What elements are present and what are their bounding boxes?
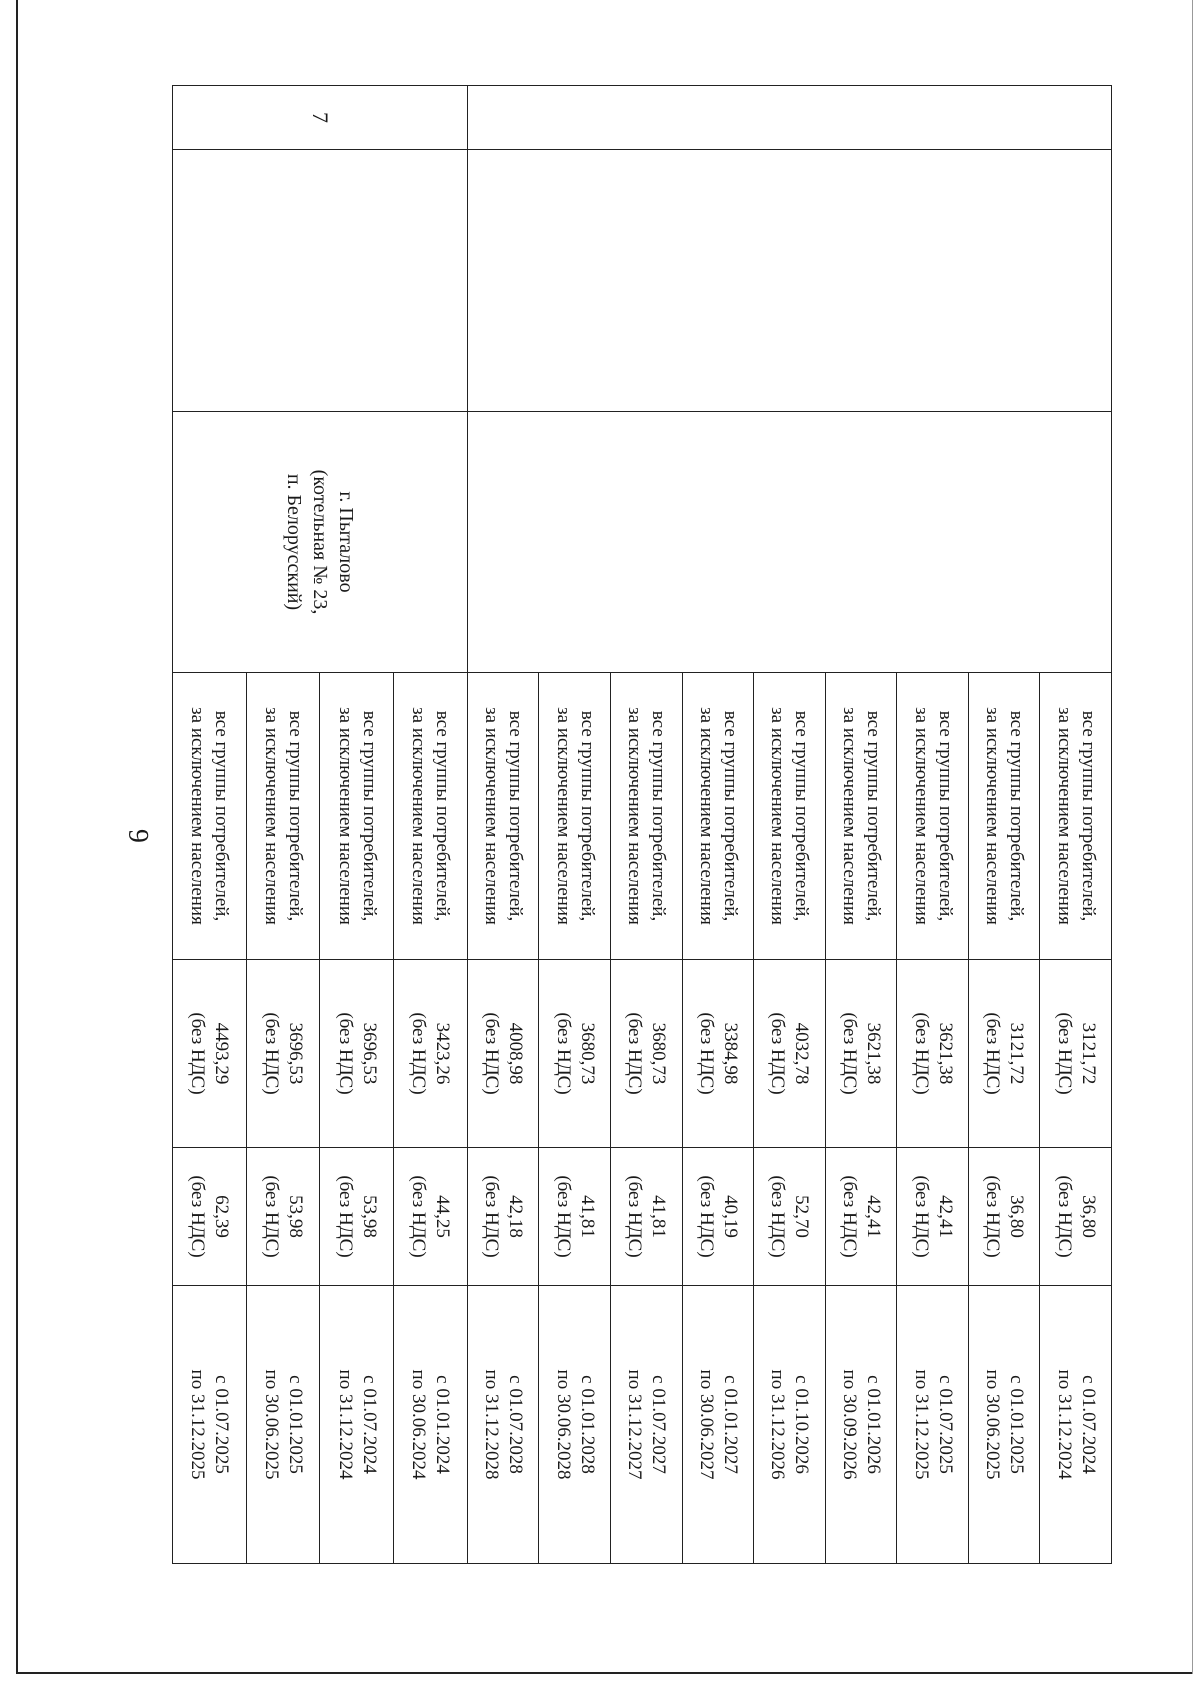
consumer-group-cell-line: за исключением населения [695, 707, 717, 925]
period-cell [394, 1286, 468, 1564]
tariff-value-cell [394, 960, 468, 1148]
consumer-group-cell-line: все группы потребителей, [1077, 710, 1099, 922]
consumer-group-cell [320, 673, 394, 960]
tariff-value-cell [246, 960, 320, 1148]
period-cell-line: с 01.01.2024 [432, 1375, 454, 1474]
rate-value-cell [825, 1148, 897, 1286]
page-frame-bottom [16, 1672, 1192, 1674]
tariff-value-cell-line: (без НДС) [695, 1012, 717, 1095]
period-cell-line: по 31.12.2026 [767, 1369, 789, 1480]
place-cell-line: г. Пыталово [334, 491, 357, 593]
rate-value-cell-line: 53,98 [285, 1195, 307, 1238]
consumer-group-cell [467, 673, 539, 960]
rate-value-cell-line: (без НДС) [1053, 1175, 1075, 1258]
period-cell-line: с 01.07.2027 [648, 1375, 670, 1474]
period-cell-line: с 01.10.2026 [791, 1375, 813, 1474]
period-cell-line: по 31.12.2024 [1053, 1369, 1075, 1480]
rate-value-cell-line: (без НДС) [408, 1175, 430, 1258]
consumer-group-cell-line: за исключением населения [552, 707, 574, 925]
consumer-group-cell [682, 673, 754, 960]
tariff-value-cell-line: (без НДС) [767, 1012, 789, 1095]
tariff-value-cell [173, 960, 247, 1148]
tariff-value-cell-line: 4032,78 [791, 1022, 813, 1085]
period-cell [897, 1286, 969, 1564]
consumer-group-cell-line: все группы потребителей, [285, 710, 307, 922]
period-cell-line: с 01.01.2025 [1006, 1375, 1028, 1474]
tariff-value-cell [825, 960, 897, 1148]
tariff-value-cell-line: (без НДС) [261, 1012, 283, 1095]
consumer-group-cell [897, 673, 969, 960]
tariff-value-cell [610, 960, 682, 1148]
table-row [394, 86, 468, 1564]
consumer-group-cell-line: все группы потребителей, [719, 710, 741, 922]
period-cell-line: по 31.12.2024 [334, 1369, 356, 1480]
tariff-value-cell-line: 3621,38 [862, 1022, 884, 1085]
consumer-group-cell-line: все группы потребителей, [1006, 710, 1028, 922]
consumer-group-cell-line: все группы потребителей, [862, 710, 884, 922]
tariff-value-cell-line: 3680,73 [648, 1022, 670, 1085]
organization-cell-empty [467, 150, 1111, 412]
tariff-value-cell [897, 960, 969, 1148]
rate-value-cell [467, 1148, 539, 1286]
consumer-group-cell-line: все группы потребителей, [648, 710, 670, 922]
rate-value-cell-line: (без НДС) [838, 1175, 860, 1258]
rate-value-cell [1040, 1148, 1112, 1286]
rate-value-cell-line: (без НДС) [910, 1175, 932, 1258]
tariff-value-cell [1040, 960, 1112, 1148]
rate-value-cell-line: 36,80 [1006, 1195, 1028, 1238]
tariff-value-cell-line: 4008,98 [505, 1022, 527, 1085]
rate-value-cell-line: 36,80 [1077, 1195, 1099, 1238]
rate-value-cell [539, 1148, 611, 1286]
consumer-group-cell [968, 673, 1040, 960]
rate-value-cell-line: (без НДС) [624, 1175, 646, 1258]
period-cell-line: с 01.07.2025 [211, 1375, 233, 1474]
period-cell [320, 1286, 394, 1564]
tariff-value-cell [539, 960, 611, 1148]
page-frame-right [1192, 0, 1193, 1674]
consumer-group-cell-line: все группы потребителей, [505, 710, 527, 922]
tariff-value-cell-line: 3621,38 [934, 1022, 956, 1085]
table-row [1040, 86, 1112, 1564]
tariff-value-cell-line: 3680,73 [576, 1022, 598, 1085]
period-cell-line: с 01.01.2025 [285, 1375, 307, 1474]
place-cell-line: п. Белорусский) [282, 473, 305, 611]
period-cell-line: по 30.06.2025 [261, 1369, 283, 1480]
rate-value-cell-line: 42,18 [505, 1195, 527, 1238]
rate-value-cell-line: (без НДС) [767, 1175, 789, 1258]
period-cell-line: по 31.12.2025 [187, 1369, 209, 1480]
rate-value-cell-line: (без НДС) [481, 1175, 503, 1258]
consumer-group-cell [610, 673, 682, 960]
tariff-value-cell-line: 3423,26 [432, 1022, 454, 1085]
consumer-group-cell [825, 673, 897, 960]
tariff-value-cell-line: (без НДС) [481, 1012, 503, 1095]
consumer-group-cell-line: все группы потребителей, [211, 710, 233, 922]
period-cell-line: по 30.06.2025 [982, 1369, 1004, 1480]
tariff-value-cell-line: (без НДС) [1053, 1012, 1075, 1095]
period-cell-line: по 31.12.2025 [910, 1369, 932, 1480]
rate-value-cell-line: (без НДС) [982, 1175, 1004, 1258]
rate-value-cell-line: 53,98 [358, 1195, 380, 1238]
tariff-value-cell-line: 3121,72 [1006, 1022, 1028, 1085]
tariff-value-cell-line: (без НДС) [187, 1012, 209, 1095]
rate-value-cell-line: 52,70 [791, 1195, 813, 1238]
tariff-value-cell [754, 960, 826, 1148]
consumer-group-cell [539, 673, 611, 960]
rate-value-cell [754, 1148, 826, 1286]
rate-value-cell [173, 1148, 247, 1286]
tariff-value-cell [467, 960, 539, 1148]
tariff-value-cell-line: 3121,72 [1077, 1022, 1099, 1085]
period-cell [467, 1286, 539, 1564]
tariff-value-cell-line: (без НДС) [408, 1012, 430, 1095]
rate-value-cell-line: (без НДС) [334, 1175, 356, 1258]
row-number-cell-empty [467, 86, 1111, 150]
period-cell-line: с 01.01.2027 [719, 1375, 741, 1474]
consumer-group-cell-line: за исключением населения [334, 707, 356, 925]
tariff-value-cell [682, 960, 754, 1148]
consumer-group-cell [1040, 673, 1112, 960]
period-cell [682, 1286, 754, 1564]
place-cell-line: (котельная № 23, [308, 469, 331, 615]
period-cell [173, 1286, 247, 1564]
consumer-group-cell [246, 673, 320, 960]
consumer-group-cell [394, 673, 468, 960]
period-cell [539, 1286, 611, 1564]
period-cell-line: с 01.07.2024 [358, 1375, 380, 1474]
period-cell-line: с 01.01.2026 [862, 1375, 884, 1474]
period-cell [825, 1286, 897, 1564]
period-cell-line: по 31.12.2027 [624, 1369, 646, 1480]
rate-value-cell-line: 42,41 [934, 1195, 956, 1238]
rate-value-cell [610, 1148, 682, 1286]
period-cell-line: по 30.09.2026 [838, 1369, 860, 1480]
consumer-group-cell-line: за исключением населения [767, 707, 789, 925]
consumer-group-cell-line: за исключением населения [982, 707, 1004, 925]
consumer-group-cell-line: все группы потребителей, [576, 710, 598, 922]
page-number: 6 [124, 829, 155, 843]
period-cell [610, 1286, 682, 1564]
rate-value-cell [320, 1148, 394, 1286]
row-number-cell-line: 7 [307, 112, 333, 123]
tariff-value-cell-line: (без НДС) [982, 1012, 1004, 1095]
tariff-value-cell-line: (без НДС) [624, 1012, 646, 1095]
period-cell-line: по 30.06.2028 [552, 1369, 574, 1480]
consumer-group-cell-line: все группы потребителей, [934, 710, 956, 922]
tariff-value-cell-line: 4493,29 [211, 1022, 233, 1085]
tariff-value-cell [968, 960, 1040, 1148]
tariff-value-cell-line: 3384,98 [719, 1022, 741, 1085]
consumer-group-cell-line: за исключением населения [261, 707, 283, 925]
rate-value-cell [682, 1148, 754, 1286]
row-number-cell [173, 86, 468, 150]
period-cell-line: с 01.07.2024 [1077, 1375, 1099, 1474]
rate-value-cell [246, 1148, 320, 1286]
consumer-group-cell-line: за исключением населения [624, 707, 646, 925]
tariff-value-cell-line: (без НДС) [910, 1012, 932, 1095]
consumer-group-cell-line: за исключением населения [408, 707, 430, 925]
rate-value-cell-line: 41,81 [576, 1195, 598, 1238]
consumer-group-cell-line: за исключением населения [187, 707, 209, 925]
tariff-value-cell [320, 960, 394, 1148]
period-cell-line: по 30.06.2024 [408, 1369, 430, 1480]
rate-value-cell-line: 62,39 [211, 1195, 233, 1238]
tariff-table-rotated [172, 85, 1112, 1563]
period-cell-line: с 01.01.2028 [576, 1375, 598, 1474]
rate-value-cell [968, 1148, 1040, 1286]
period-cell-line: с 01.07.2028 [505, 1375, 527, 1474]
rate-value-cell-line: 44,25 [432, 1195, 454, 1238]
rate-value-cell-line: (без НДС) [187, 1175, 209, 1258]
tariff-value-cell-line: (без НДС) [838, 1012, 860, 1095]
rate-value-cell-line: 41,81 [648, 1195, 670, 1238]
period-cell-line: по 30.06.2027 [695, 1369, 717, 1480]
rate-value-cell-line: (без НДС) [552, 1175, 574, 1258]
period-cell-line: по 31.12.2028 [481, 1369, 503, 1480]
page-frame-left [16, 0, 18, 1672]
period-cell-line: с 01.07.2025 [934, 1375, 956, 1474]
period-cell [1040, 1286, 1112, 1564]
consumer-group-cell-line: за исключением населения [838, 707, 860, 925]
tariff-value-cell-line: (без НДС) [552, 1012, 574, 1095]
rate-value-cell-line: 42,41 [862, 1195, 884, 1238]
consumer-group-cell [754, 673, 826, 960]
consumer-group-cell-line: все группы потребителей, [358, 710, 380, 922]
tariff-value-cell-line: 3696,53 [358, 1022, 380, 1085]
place-cell-empty [467, 412, 1111, 673]
rate-value-cell [394, 1148, 468, 1286]
tariff-table-body [173, 86, 1112, 1564]
period-cell [754, 1286, 826, 1564]
tariff-table [172, 85, 1112, 1564]
consumer-group-cell-line: за исключением населения [481, 707, 503, 925]
rate-value-cell [897, 1148, 969, 1286]
consumer-group-cell-line: все группы потребителей, [432, 710, 454, 922]
rate-value-cell-line: 40,19 [719, 1195, 741, 1238]
consumer-group-cell [173, 673, 247, 960]
period-cell [968, 1286, 1040, 1564]
rate-value-cell-line: (без НДС) [261, 1175, 283, 1258]
tariff-value-cell-line: (без НДС) [334, 1012, 356, 1095]
period-cell [246, 1286, 320, 1564]
consumer-group-cell-line: за исключением населения [910, 707, 932, 925]
tariff-value-cell-line: 3696,53 [285, 1022, 307, 1085]
consumer-group-cell-line: за исключением населения [1053, 707, 1075, 925]
rate-value-cell-line: (без НДС) [695, 1175, 717, 1258]
place-cell [173, 412, 468, 673]
consumer-group-cell-line: все группы потребителей, [791, 710, 813, 922]
organization-cell-empty [173, 150, 468, 412]
